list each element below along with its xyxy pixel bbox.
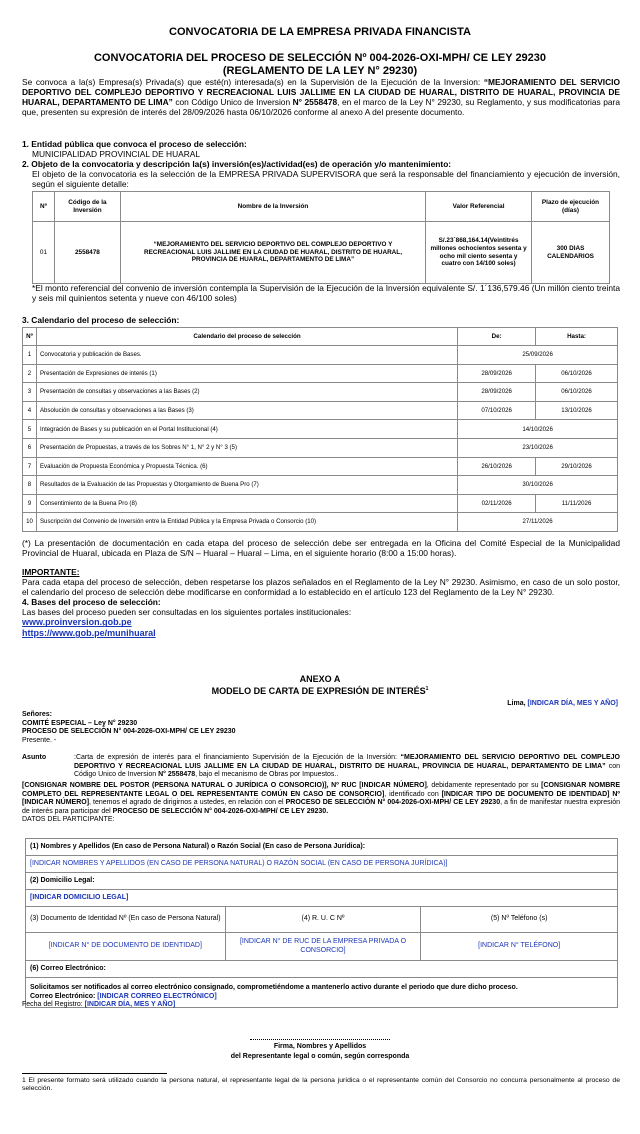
calendar-row-number: 7 [23, 457, 37, 476]
process-title-line1: CONVOCATORIA DEL PROCESO DE SELECCIÓN Nº 004-2026-OXI-MPH/ CE LEY 29230 [93, 52, 547, 64]
table-row [23, 494, 618, 513]
intro-text-b: con Código Unico de Inversion [172, 97, 293, 108]
important-heading: IMPORTANTE: [22, 567, 80, 577]
calendar-row-to: 06/10/2026 [536, 364, 618, 383]
field-3-label: (3) Documento de Identidad Nº (En caso de Persona Natural) [26, 907, 226, 933]
document-title: CONVOCATORIA DE LA EMPRESA PRIVADA FINANCISTA [169, 26, 471, 38]
intro-text: Se convoca a la(s) Empresa(s) Privada(s) que esté(n) interesada(s) en la Supervisión de la Ejecución de la Inversion: [22, 77, 484, 87]
calendar-row-stage: Suscripción del Convenio de Inversión entre la Entidad Pública y la Empresa Privada o Consorcio (10) [36, 513, 457, 532]
calendar-row-date: 27/11/2026 [458, 513, 618, 532]
address-line-2: PROCESO DE SELECCIÓN N° 004-2026-OXI-MPH/ CE LEY 29230 [22, 728, 236, 736]
calendar-row-stage: Resultados de la Evaluación de las Propuestas y Otorgamiento de Buena Pro (7) [36, 476, 457, 495]
investment-table-header [33, 192, 610, 222]
field-2-label: (2) Domicilio Legal: [26, 873, 618, 890]
body-process-1: PROCESO DE SELECCIÓN N° 004-2026-OXI-MPH/ CE LEY 29230 [285, 799, 501, 807]
table-row [23, 420, 618, 439]
calendar-row-number: 5 [23, 420, 37, 439]
section-4-text: Las bases del proceso pueden ser consultadas en los siguientes portales institucionales: [22, 607, 352, 618]
cell-value: S/.23´868,164.14(Veintitrés millones ochocientos sesenta y ocho mil ciento sesenta y cuatro con 14/100 soles) [426, 222, 532, 284]
subject-label: Asunto [22, 754, 47, 761]
calendar-row-stage: Evaluación de Propuesta Económica y Propuesta Técnica. (6) [36, 457, 457, 476]
calendar-row-from: 28/09/2026 [458, 364, 536, 383]
intro-text-c: , en el marco de la Ley N° 29230, su Reglamento, y sus modificatorias para que, presenten su expresión de interés del 28/09/2026 hasta 06/10/2026 conforme al anexo A del presente documento. [22, 97, 620, 118]
col-value: Valor Referencial [426, 192, 532, 222]
section-1 [22, 139, 620, 159]
calendar-row-date: 30/10/2026 [458, 476, 618, 495]
cell-code: 2558478 [54, 222, 120, 284]
table-row [23, 476, 618, 495]
calendar-row-number: 2 [23, 364, 37, 383]
calendar-table-header [23, 328, 618, 346]
cal-col-to: Hasta: [536, 328, 618, 346]
calendar-row-from: 26/10/2026 [458, 457, 536, 476]
cell-name: “MEJORAMIENTO DEL SERVICIO DEPORTIVO DEL COMPLEJO DEPORTIVO Y RECREACIONAL LUIS JALLIME EN LA CIUDAD DE HUARAL, DISTRITO DE HUARAL, PROVINCIA DE HUARAL, DEPARTAMENTO DE LIMA” [120, 222, 425, 284]
calendar-row-stage: Presentación de consultas y observaciones a las Bases (2) [36, 383, 457, 402]
col-code: Código de la Inversión [54, 192, 120, 222]
col-term: Plazo de ejecución (días) [532, 192, 610, 222]
calendar-table-body [23, 346, 618, 532]
body-representative: [CONSIGNAR NOMBRE COMPLETO DEL REPRESENTANTE LEGAL O DEL REPRESENTANTE COMÚN EN CASO DE CONSORCIO] [22, 782, 620, 798]
body-text-6: , tenemos el agrado de dirigirnos a ustedes, en relación con el [89, 799, 286, 807]
field-1-label: (1) Nombres y Apellidos (En caso de Persona Natural) o Razón Social (En caso de Persona Jurídica): [26, 839, 618, 856]
link-munihuaral[interactable]: https://www.gob.pe/munihuaral [22, 628, 156, 639]
field-1-value[interactable]: [INDICAR NOMBRES Y APELLIDOS (EN CASO DE PERSONA NATURAL) O RAZÓN SOCIAL (EN CASO DE PERSONA JURÍDICA)] [26, 856, 618, 873]
intro-paragraph [22, 77, 620, 117]
address-line-1: COMITÉ ESPECIAL – Ley N° 29230 [22, 719, 138, 727]
calendar-row-number: 1 [23, 346, 37, 365]
calendar-row-to: 06/10/2026 [536, 383, 618, 402]
calendar-row-stage: Consentimiento de la Buena Pro (8) [36, 494, 457, 513]
annex-body [22, 782, 620, 825]
section-1-value: MUNICIPALIDAD PROVINCIAL DE HUARAL [32, 149, 200, 160]
registration-date-label: Fecha del Registro: [22, 1001, 85, 1008]
body-process-2: PROCESO DE SELECCIÓN N° 004-2026-OXI-MPH/ CE LEY 29230. [112, 807, 329, 815]
col-name: Nombre de la Inversión [120, 192, 425, 222]
body-text-8: , a fin de manifestar nuestra expresión de interés para participar del [22, 799, 620, 815]
senores: Señores: [22, 711, 52, 718]
body-document: [INDICAR TIPO DE DOCUMENTO DE IDENTIDAD] Nº [INDICAR NÚMERO] [22, 790, 620, 807]
place-label: Lima, [507, 700, 528, 707]
cal-col-stage: Calendario del proceso de selección [36, 328, 457, 346]
calendar-row-from: 02/11/2026 [458, 494, 536, 513]
link-proinversion[interactable]: www.proinversion.gob.pe [22, 617, 132, 628]
annex-title: ANEXO A [299, 674, 341, 684]
field-3-value[interactable]: [INDICAR N° DE DOCUMENTO DE IDENTIDAD] [26, 933, 226, 961]
intro-project-name: “MEJORAMIENTO DEL SERVICIO DEPORTIVO DEL COMPLEJO DEPORTIVO Y RECREACIONAL LUIS JALLIME EN LA CIUDAD DE HUARAL, DISTRITO DE HUARAL, PROVINCIA DE HUARAL, DEPARTAMENTO DE LIMA” [22, 77, 620, 108]
participant-data-label: DATOS DEL PARTICIPANTE: [22, 816, 115, 824]
signature-role: del Representante legal o común, según corresponda [230, 1053, 410, 1060]
cell-n: 01 [33, 222, 55, 284]
important-text: Para cada etapa del proceso de selección, deben respetarse los plazos señalados en el Reglamento de la Ley N° 29230. Asimismo, en caso de un solo postor, el calendario del proceso de selección debe modificarse en conformidad a lo establecido en el artículo 123 del Reglamento de la Ley N° 29230. [22, 577, 620, 598]
calendar-row-to: 13/10/2026 [536, 401, 618, 420]
calendar-row-number: 8 [23, 476, 37, 495]
calendar-row-from: 28/09/2026 [458, 383, 536, 402]
calendar-row-stage: Convocatoria y publicación de Bases. [36, 346, 457, 365]
table-row [23, 364, 618, 383]
signature-line [250, 1039, 390, 1040]
calendar-row-to: 11/11/2026 [536, 494, 618, 513]
calendar-row-date: 14/10/2026 [458, 420, 618, 439]
field-4-value[interactable]: [INDICAR N° DE RUC DE LA EMPRESA PRIVADA O CONSORCIO] [225, 933, 421, 961]
signature-name: Firma, Nombres y Apellidos [273, 1043, 367, 1050]
calendar-row-stage: Integración de Bases y su publicación en el Portal Institucional (4) [36, 420, 457, 439]
calendar-row-number: 6 [23, 438, 37, 457]
calendar-row-stage: Absolución de consultas y observaciones a las Bases (3) [36, 401, 457, 420]
field-5-label: (5) Nº Teléfono (s) [421, 907, 618, 933]
section-4-heading: 4. Bases del proceso de selección: [22, 597, 161, 608]
cal-col-from: De: [458, 328, 536, 346]
email-label: Correo Electrónico: [30, 992, 98, 1000]
body-text-4: , identificado con [384, 790, 442, 798]
body-postor: [CONSIGNAR NOMBRE DEL POSTOR (PERSONA NATURAL O JURÍDICA O CONSORCIO)], Nº RUC [INDICAR NÚMERO] [22, 782, 427, 789]
calendar-table [22, 327, 618, 532]
col-n: Nº [33, 192, 55, 222]
registration-date-value[interactable]: [INDICAR DÍA, MES Y AÑO] [84, 1001, 176, 1008]
annex-place-date [22, 700, 618, 709]
place-fill: [INDICAR DÍA, MES Y AÑO] [527, 700, 618, 707]
calendar-row-date: 25/09/2026 [458, 346, 618, 365]
calendar-row-number: 10 [23, 513, 37, 532]
subject-project: “MEJORAMIENTO DEL SERVICIO DEPORTIVO DEL COMPLEJO DEPORTIVO Y RECREACIONAL LUIS JALLIME EN LA CIUDAD DE HUARAL, DISTRITO DE HUARAL, PROVINCIA DE HUARAL, DEPARTAMENTO DE LIMA” [74, 754, 620, 770]
section-3-note: (*) La presentación de documentación en cada etapa del proceso de selección debe ser entregada en la Oficina del Comité Especial de la Municipalidad Provincial de Huaral, ubicada en Plaza de S/N – Huaral – Huaral – Lima, en el siguiente horario (8:00 a 15:00 horas). [22, 538, 620, 559]
email-value[interactable]: [INDICAR CORREO ELECTRÓNICO] [97, 992, 217, 1000]
footnote: 1 El presente formato será utilizado cuando la persona natural, el representante legal de la persona jurídica o el representante común del Consorcio no concurra personalmente al proceso de selección. [22, 1077, 620, 1093]
field-6-text: Solicitamos ser notificados al correo electrónico consignado, comprometiéndome a mantenerlo activo durante el periodo que dure dicho proceso. [30, 984, 518, 992]
footnote-separator [22, 1073, 167, 1074]
annex-subtitle [0, 686, 640, 697]
intro-code: N° 2558478 [292, 97, 338, 108]
cell-term: 300 DIAS CALENDARIOS [532, 222, 610, 284]
calendar-row-from: 07/10/2026 [458, 401, 536, 420]
calendar-row-number: 3 [23, 383, 37, 402]
section-2-heading: 2. Objeto de la convocatoria y descripción la(s) inversión(es)/actividad(es) de operación y/o mantenimiento: [22, 159, 452, 169]
investment-table [32, 191, 610, 284]
subject-text-b: con Código Unico de Inversion [74, 762, 620, 779]
field-2-value[interactable]: [INDICAR DOMICILIO LEGAL] [26, 890, 618, 907]
subject-text-c: , bajo el mecanismo de Obras por Impuestos.. [195, 771, 339, 779]
subject-text-a: :Carta de expresión de interés para el financiamiento Supervisión de la Ejecución de la Inversión: [74, 754, 401, 761]
table-row [33, 222, 610, 284]
subject-code: N° 2558478 [158, 771, 196, 779]
section-1-heading: 1. Entidad pública que convoca el proceso de selección: [22, 139, 247, 149]
section-2-text: El objeto de la convocatoria es la selección de la EMPRESA PRIVADA SUPERVISORA que será la responsable del financiamiento y ejecución de inversión, según el siguiente detalle: [32, 169, 620, 190]
presente: Presente. - [22, 736, 57, 744]
calendar-row-to: 29/10/2026 [536, 457, 618, 476]
calendar-row-stage: Presentación de Propuestas, a través de los Sobres N° 1, N° 2 y N° 3 (5) [36, 438, 457, 457]
process-title [0, 52, 640, 77]
annex-address [22, 711, 618, 745]
cal-col-n: Nº [23, 328, 37, 346]
important-block [22, 567, 620, 639]
calendar-row-stage: Presentación de Expresiones de interés (1) [36, 364, 457, 383]
section-3-heading: 3. Calendario del proceso de selección: [22, 315, 180, 325]
annex-footnote-ref: 1 [425, 686, 429, 692]
annex-subtitle-text: MODELO DE CARTA DE EXPRESIÓN DE INTERÉS [211, 686, 426, 696]
field-6-label: (6) Correo Electrónico: [26, 961, 618, 978]
process-title-line2: (REGLAMENTO DE LA LEY N° 29230) [222, 64, 418, 77]
calendar-row-date: 23/10/2026 [458, 438, 618, 457]
field-5-value[interactable]: [INDICAR N° TELÉFONO] [421, 933, 618, 961]
calendar-row-number: 9 [23, 494, 37, 513]
table-row [23, 401, 618, 420]
section-2 [22, 159, 620, 189]
section-2-note: *El monto referencial del convenio de inversión contempla la Supervisión de la Ejecución de la Inversión equivalente S/. 1´136,579.46 (Un millón ciento treinta y seis mil quinientos setenta y nueve con 46/100 soles) [32, 283, 620, 304]
table-row [23, 383, 618, 402]
registration-date [22, 1001, 422, 1010]
field-4-label: (4) R. U. C Nº [225, 907, 421, 933]
calendar-row-number: 4 [23, 401, 37, 420]
table-row [23, 513, 618, 532]
table-row [23, 457, 618, 476]
body-text-2: , debidamente representado por su [426, 782, 542, 789]
table-row [23, 438, 618, 457]
participant-table [25, 838, 618, 1008]
subject-text [74, 754, 620, 780]
table-row [23, 346, 618, 365]
